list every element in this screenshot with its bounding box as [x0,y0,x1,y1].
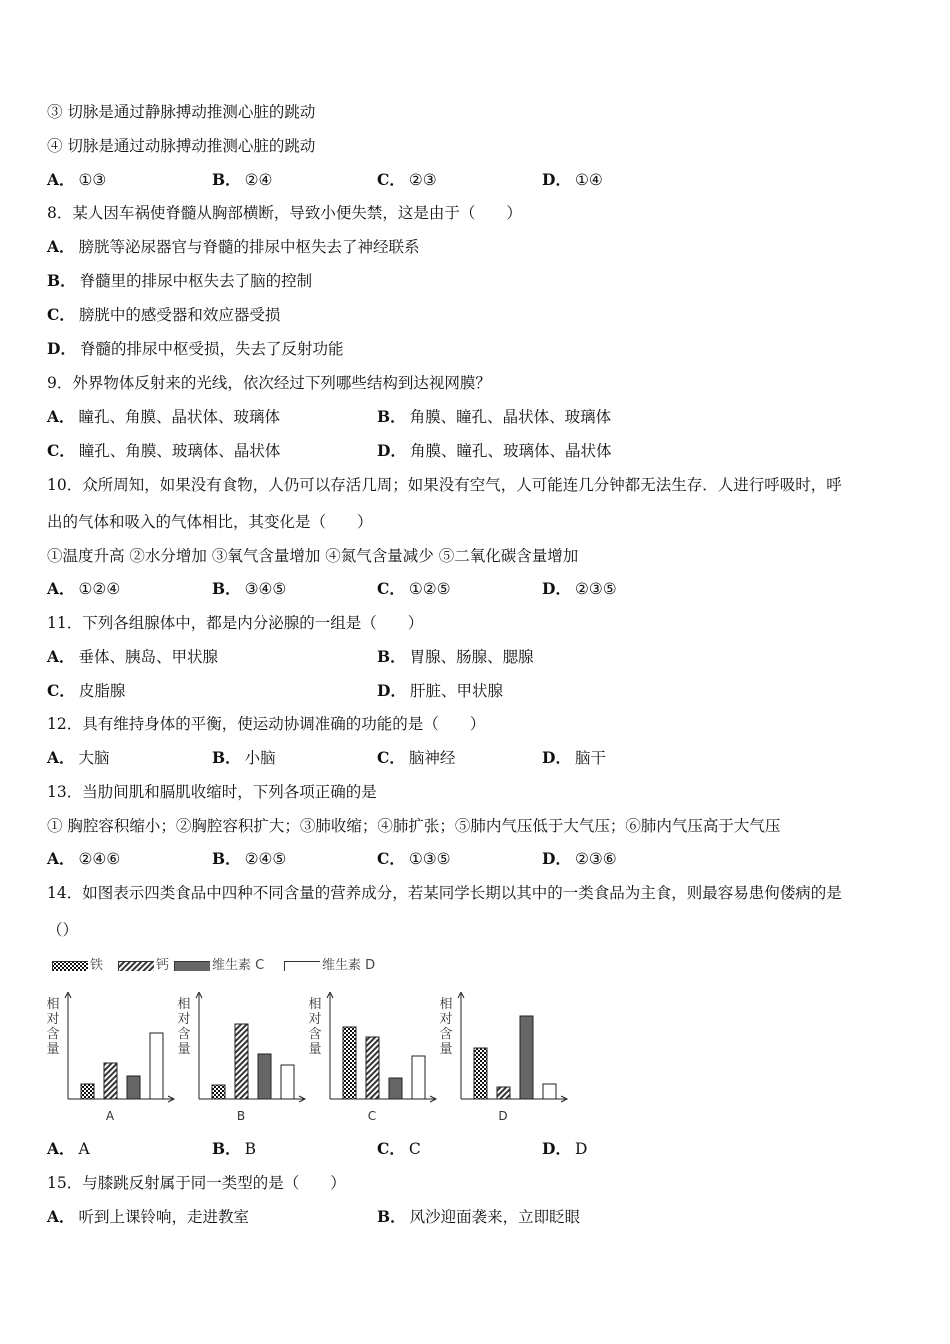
category-label: A [105,1109,115,1123]
question-12: 12．具有维持身体的平衡，使运动协调准确的功能的是（ ） [47,715,486,733]
question-13: 13．当肋间肌和膈肌收缩时，下列各项正确的是 [47,783,377,801]
option-text: 肝脏、甲状腺 [409,682,503,700]
bar-b-calcium [235,1024,248,1099]
option-label: C． [377,1139,405,1158]
q11-option-d[interactable] [377,681,503,701]
legend-label: 维生素 D [322,958,376,973]
statement-4: ④ 切脉是通过动脉搏动推测心脏的跳动 [47,137,316,155]
question-11: 11．下列各组腺体中，都是内分泌腺的一组是（ ） [47,614,424,632]
option-text: ②④ [244,171,273,189]
option-text: 角膜、瞳孔、玻璃体、晶状体 [409,442,612,460]
q11-option-c[interactable] [47,681,125,701]
q14-option-a[interactable] [47,1139,90,1159]
category-label: C [367,1109,377,1123]
q8-option-a[interactable] [47,237,420,257]
legend-item-calcium [118,954,169,973]
statement-3: ③ 切脉是通过静脉搏动推测心脏的跳动 [47,103,316,121]
q13-option-b[interactable] [212,849,286,869]
q10-option-b[interactable] [212,579,286,599]
legend-item-vitamin-c [174,954,264,973]
q9-option-d[interactable] [377,441,611,461]
y-axis-label: 含 [439,1027,453,1042]
q9-option-c[interactable] [47,441,280,461]
category-label: D [498,1109,508,1123]
y-axis-label: 对 [439,1012,453,1027]
option-label: D． [542,849,571,868]
legend-item-vitamin-d [284,954,375,973]
option-label: C． [47,305,75,324]
option-text: 风沙迎面袭来，立即眨眼 [409,1208,581,1226]
question-10-line2: 出的气体和吸入的气体相比，其变化是（ ） [47,513,373,531]
bar-c-iron [343,1027,356,1099]
option-text: 膀胱中的感受器和效应器受损 [78,306,281,324]
question-14-line2: （） [47,921,79,939]
option-text: 脊髓的排尿中枢受损，失去了反射功能 [79,340,344,358]
y-axis-label: 对 [46,1012,60,1027]
q12-option-c[interactable] [377,748,455,768]
option-label: A． [47,407,75,426]
bar-c-vitamin-d [412,1056,425,1099]
option-label: A． [47,1207,75,1226]
option-text: ①③ [78,171,107,189]
option-label: A． [47,1139,75,1158]
legend-swatch-vitamin-c [174,961,210,971]
option-text: B [244,1140,256,1158]
legend-swatch-calcium [118,961,154,971]
q8-option-d[interactable] [47,339,343,359]
option-label: B． [377,647,406,666]
bar-d-iron [474,1048,487,1099]
legend-swatch-iron [52,961,88,971]
option-text: 听到上课铃响，走进教室 [78,1208,250,1226]
option-text: A [78,1140,90,1158]
bar-a-vitamin-d [150,1033,163,1099]
option-text: ②③ [408,171,437,189]
option-label: A． [47,647,75,666]
q9-option-a[interactable] [47,407,280,427]
option-text: ②④⑥ [78,850,121,868]
bar-c-calcium [366,1037,379,1099]
q8-option-c[interactable] [47,305,280,325]
question-15: 15．与膝跳反射属于同一类型的是（ ） [47,1174,346,1192]
q14-option-c[interactable] [377,1139,421,1159]
y-axis-label: 含 [177,1027,191,1042]
y-axis-label: 相 [439,997,453,1012]
q11-option-b[interactable] [377,647,534,667]
option-text: 胃腺、肠腺、腮腺 [409,648,534,666]
q15-option-b[interactable] [377,1207,580,1227]
y-axis-label: 量 [177,1042,191,1057]
bar-a-vitamin-c [127,1076,140,1099]
option-label: A． [47,170,75,189]
option-label: C． [47,441,75,460]
bar-c-vitamin-c [389,1078,402,1099]
option-label: B． [212,170,241,189]
bar-a-calcium [104,1063,117,1099]
y-axis-label: 含 [46,1027,60,1042]
question-8: 8．某人因车祸使脊髓从胸部横断，导致小便失禁，这是由于（ ） [47,204,522,222]
q8-option-b[interactable] [47,271,312,291]
option-text: 小脑 [244,749,276,767]
y-axis-label: 量 [308,1042,322,1057]
q7-option-b[interactable] [212,170,272,190]
bar-d-calcium [497,1087,510,1099]
y-axis-label: 含 [308,1027,322,1042]
q11-option-a[interactable] [47,647,218,667]
option-text: 膀胱等泌尿器官与脊髓的排尿中枢失去了神经联系 [78,238,420,256]
q13-option-d[interactable] [542,849,617,869]
option-label: C． [377,170,405,189]
option-label: B． [212,748,241,767]
option-text: 皮脂腺 [78,682,126,700]
option-label: D． [47,339,76,358]
legend-label: 维生素 C [212,958,265,973]
legend-label: 铁 [90,958,104,973]
nutrient-charts [40,992,600,1128]
bar-b-vitamin-c [258,1054,271,1099]
option-label: B． [212,849,241,868]
q13-option-a[interactable] [47,849,120,869]
option-text: 脑神经 [408,749,456,767]
option-text: C [408,1140,421,1158]
q7-option-d[interactable] [542,170,603,190]
option-text: ②③⑤ [574,580,617,598]
option-text: ①②④ [78,580,121,598]
option-text: 垂体、胰岛、甲状腺 [78,648,219,666]
option-label: C． [377,579,405,598]
bar-d-vitamin-d [543,1084,556,1099]
y-axis-label: 量 [46,1042,60,1057]
option-label: B． [47,271,76,290]
option-text: ①②⑤ [408,580,451,598]
y-axis-label: 对 [177,1012,191,1027]
option-label: B． [212,1139,241,1158]
option-text: ②④⑤ [244,850,287,868]
q15-option-a[interactable] [47,1207,249,1227]
question-9: 9．外界物体反射来的光线，依次经过下列哪些结构到达视网膜？ [47,374,491,392]
option-text: ③④⑤ [244,580,287,598]
option-text: 大脑 [78,749,110,767]
option-text: ①③⑤ [408,850,451,868]
y-axis-label: 量 [439,1042,453,1057]
q12-option-d[interactable] [542,748,606,768]
option-label: D． [377,681,406,700]
legend-swatch-vitamin-d [284,961,320,971]
option-label: B． [377,407,406,426]
q14-option-b[interactable] [212,1139,256,1159]
category-label: B [236,1109,246,1123]
bar-b-iron [212,1085,225,1099]
y-axis-label: 相 [177,997,191,1012]
option-text: D [574,1140,588,1158]
question-13-statements: ① 胸腔容积缩小；②胸腔容积扩大；③肺收缩；④肺扩张；⑤肺内气压低于大气压；⑥肺内气压高于大气压 [47,817,781,835]
option-text: ②③⑥ [574,850,617,868]
option-label: D． [377,441,406,460]
option-text: 瞳孔、角膜、晶状体、玻璃体 [78,408,281,426]
option-label: C． [47,681,75,700]
y-axis-label: 相 [46,997,60,1012]
option-label: B． [377,1207,406,1226]
q12-option-a[interactable] [47,748,110,768]
q7-option-c[interactable] [377,170,437,190]
option-label: D． [542,170,571,189]
option-label: B． [212,579,241,598]
bar-d-vitamin-c [520,1016,533,1099]
option-label: A． [47,748,75,767]
q10-option-d[interactable] [542,579,617,599]
q10-option-c[interactable] [377,579,451,599]
bar-b-vitamin-d [281,1065,294,1099]
q7-option-a[interactable] [47,170,106,190]
option-text: 瞳孔、角膜、玻璃体、晶状体 [78,442,281,460]
legend-item-iron [52,954,103,973]
question-14-line1: 14．如图表示四类食品中四种不同含量的营养成分，若某同学长期以其中的一类食品为主食，则最容易患佝偻病的是 [47,884,842,902]
q10-option-a[interactable] [47,579,120,599]
option-label: D． [542,1139,571,1158]
option-label: D． [542,579,571,598]
legend-label: 钙 [156,958,170,973]
option-text: 脑干 [574,749,606,767]
option-label: A． [47,849,75,868]
option-label: A． [47,237,75,256]
q13-option-c[interactable] [377,849,451,869]
y-axis-label: 相 [308,997,322,1012]
option-text: 脊髓里的排尿中枢失去了脑的控制 [79,272,313,290]
option-label: C． [377,849,405,868]
q14-option-d[interactable] [542,1139,587,1159]
bar-a-iron [81,1084,94,1099]
option-label: C． [377,748,405,767]
q12-option-b[interactable] [212,748,276,768]
question-10-statements: ①温度升高 ②水分增加 ③氧气含量增加 ④氮气含量减少 ⑤二氧化碳含量增加 [47,547,579,565]
option-text: 角膜、瞳孔、晶状体、玻璃体 [409,408,612,426]
question-10-line1: 10．众所周知，如果没有食物，人仍可以存活几周；如果没有空气，人可能连几分钟都无法生存．人进行呼吸时，呼 [47,476,842,494]
option-label: D． [542,748,571,767]
option-text: ①④ [574,171,603,189]
option-label: A． [47,579,75,598]
q9-option-b[interactable] [377,407,611,427]
y-axis-label: 对 [308,1012,322,1027]
